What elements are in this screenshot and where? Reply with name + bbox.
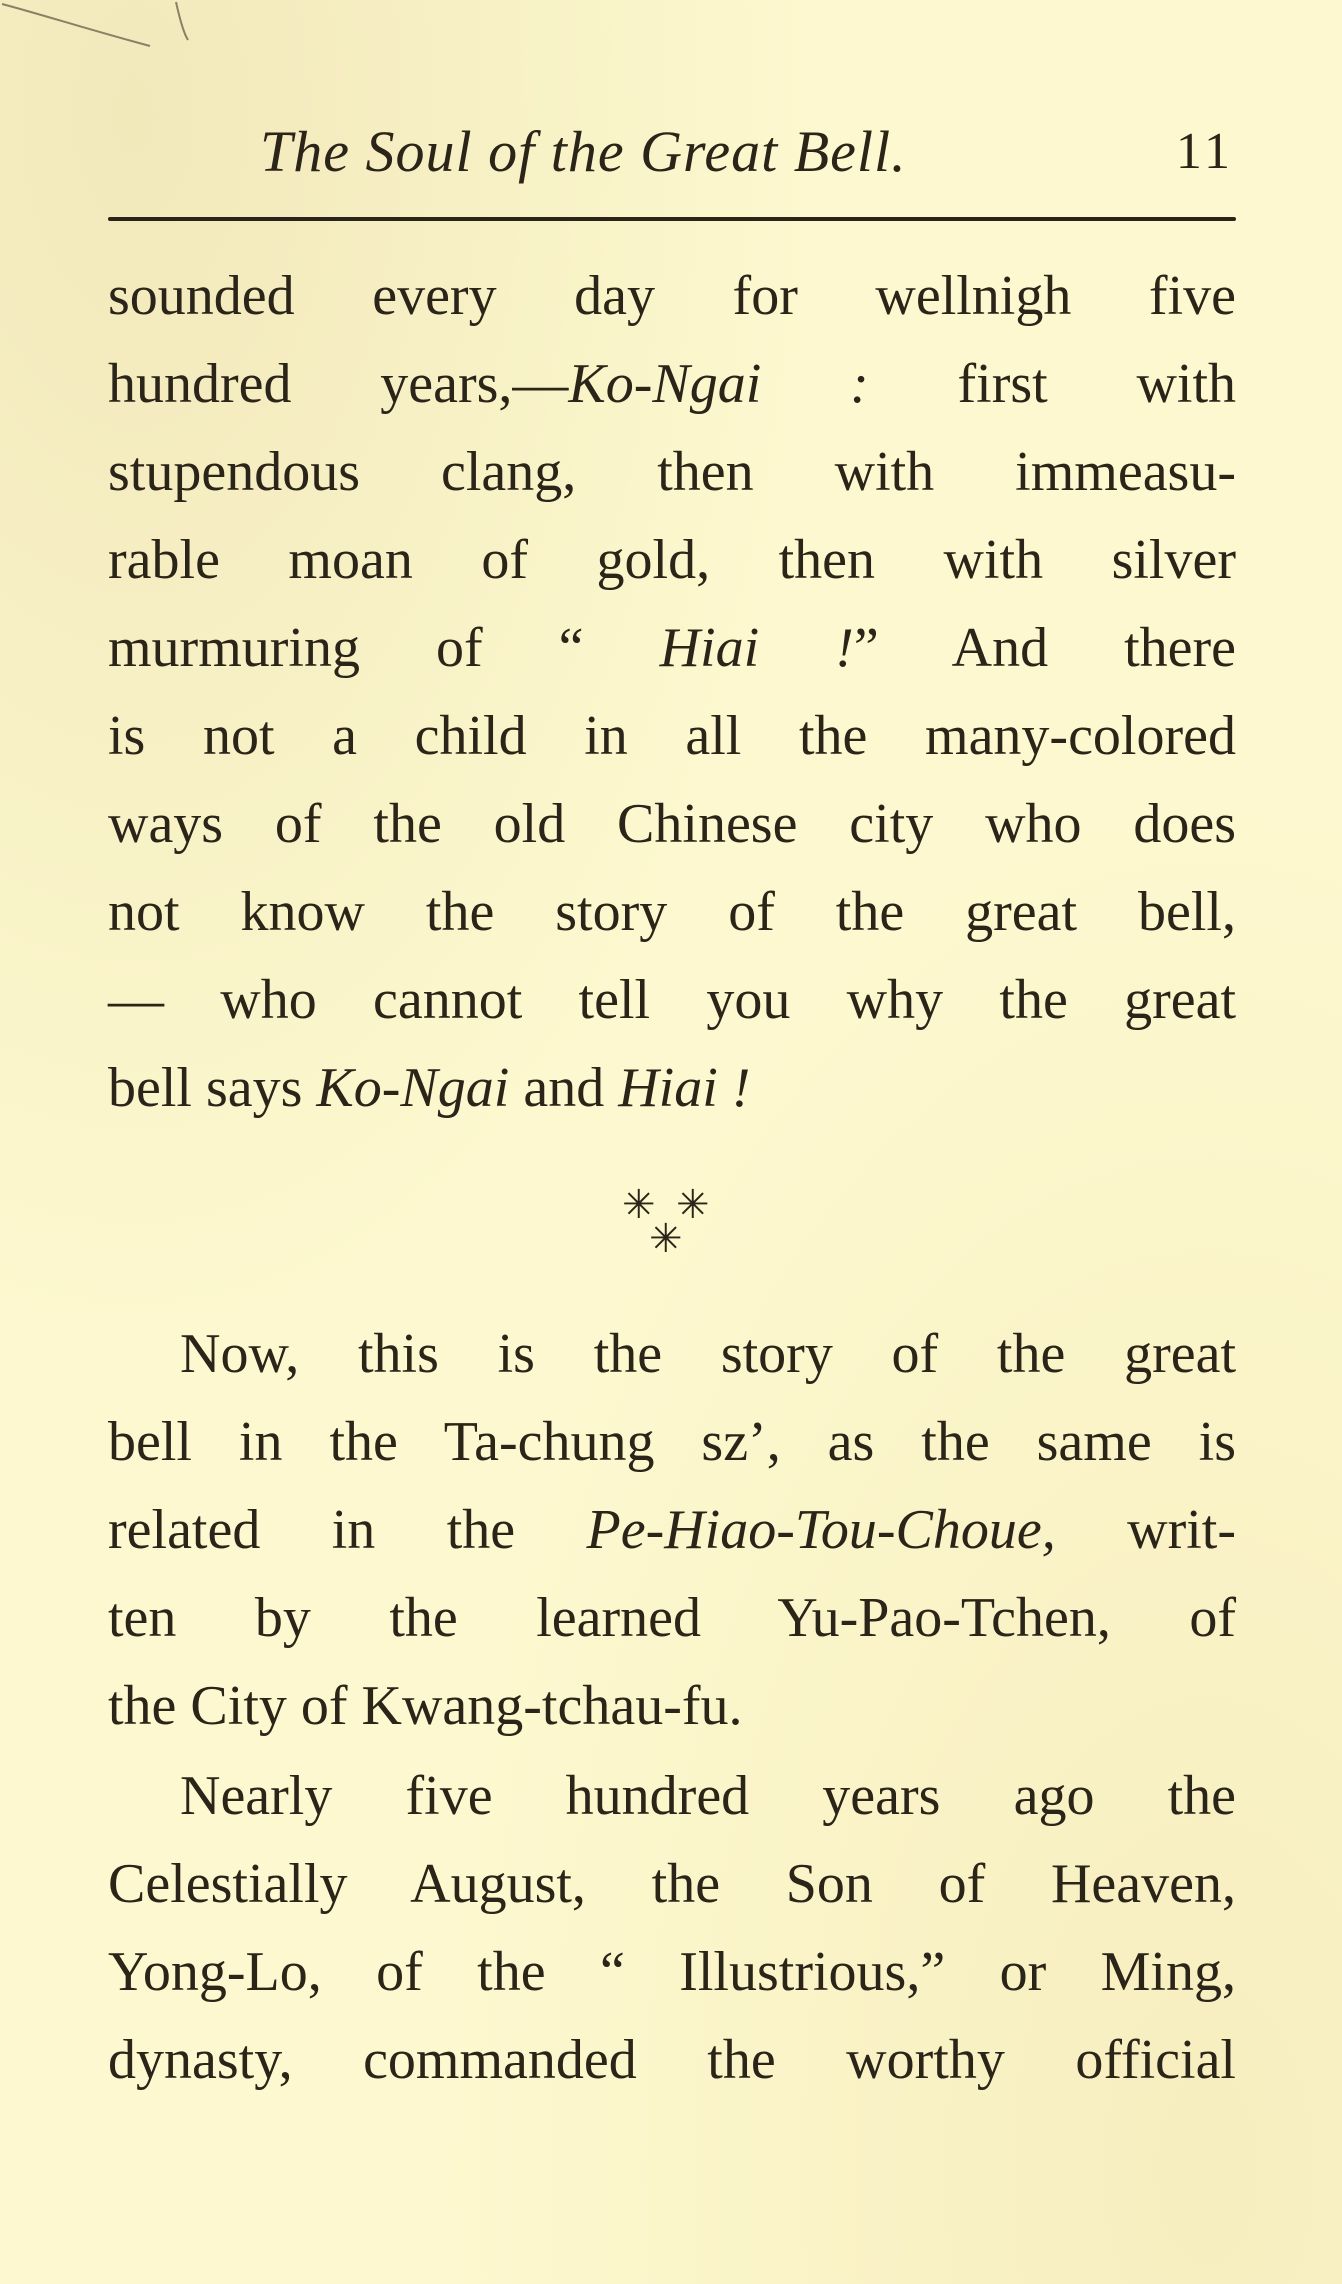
section-separator bbox=[612, 1182, 732, 1265]
page-number: 11 bbox=[1175, 123, 1234, 180]
text-line: the City of Kwang-tchau-fu. bbox=[108, 1675, 743, 1737]
text-line bbox=[108, 604, 1236, 692]
pencil-mark-decoration bbox=[0, 0, 200, 70]
paragraph-2 bbox=[108, 1310, 1236, 1750]
paragraph-3 bbox=[108, 1752, 1236, 2104]
text-line: bell in the Ta-chung sz’, as the same is bbox=[108, 1411, 1236, 1473]
text-line: dynasty, commanded the worthy official bbox=[108, 2029, 1236, 2091]
text-line bbox=[108, 1486, 1236, 1574]
text-line: Celestially August, the Son of Heaven, bbox=[108, 1853, 1236, 1915]
italic-title: Pe-Hiao-Tou-Choue, bbox=[586, 1499, 1056, 1561]
text-line bbox=[108, 1044, 1236, 1132]
text-line: stupendous clang, then with immeasu- bbox=[108, 441, 1236, 503]
text-line bbox=[108, 340, 1236, 428]
header-rule bbox=[108, 217, 1236, 221]
text-run: writ- bbox=[1127, 1499, 1236, 1561]
asterism-star: ✳ bbox=[622, 1182, 656, 1227]
italic-term: Ko-Ngai bbox=[316, 1057, 510, 1119]
italic-term: Hiai ! bbox=[659, 617, 854, 679]
paragraph-1 bbox=[108, 252, 1236, 1132]
text-run: first with bbox=[957, 353, 1237, 415]
running-header bbox=[110, 112, 1234, 192]
text-run: ” And there bbox=[853, 617, 1237, 679]
text-line: ways of the old Chinese city who does bbox=[108, 793, 1236, 855]
em-dash: — bbox=[512, 353, 569, 415]
text-run: related in the bbox=[108, 1499, 516, 1561]
running-title: The Soul of the Great Bell. bbox=[260, 119, 907, 184]
text-line: not know the story of the great bell, bbox=[108, 881, 1236, 943]
text-line: is not a child in all the many-colored bbox=[108, 705, 1236, 767]
text-line: — who cannot tell you why the great bbox=[108, 969, 1236, 1031]
text-run: and bbox=[523, 1057, 605, 1119]
text-line: rable moan of gold, then with silver bbox=[108, 529, 1236, 591]
text-run: hundred years, bbox=[108, 353, 513, 415]
text-line: Now, this is the story of the great bbox=[180, 1323, 1236, 1385]
asterism-star: ✳ bbox=[676, 1182, 710, 1227]
text-line: Yong-Lo, of the “ Illustrious,” or Ming, bbox=[108, 1941, 1236, 2003]
text-run: bell says bbox=[108, 1057, 303, 1119]
text-line: ten by the learned Yu-Pao-Tchen, of bbox=[108, 1587, 1236, 1649]
italic-term: Ko-Ngai : bbox=[568, 353, 869, 415]
italic-term: Hiai ! bbox=[618, 1057, 751, 1119]
asterism-star: ✳ bbox=[649, 1216, 683, 1261]
text-line: Nearly five hundred years ago the bbox=[180, 1765, 1236, 1827]
text-run: murmuring of “ bbox=[108, 617, 584, 679]
text-line: sounded every day for wellnigh five bbox=[108, 265, 1236, 327]
